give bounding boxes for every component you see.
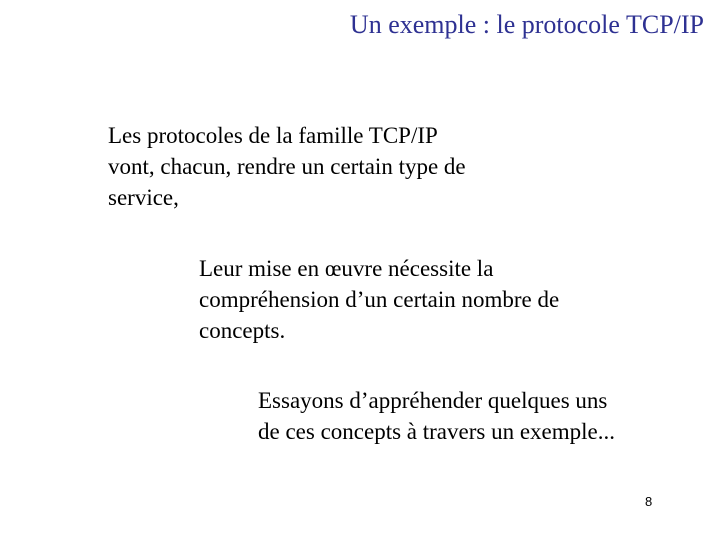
paragraph-line: Les protocoles de la famille TCP/IP: [108, 123, 438, 148]
slide-title: Un exemple : le protocole TCP/IP: [349, 10, 704, 39]
paragraph-implementation: [199, 253, 559, 346]
page-number: 8: [645, 494, 653, 509]
paragraph-line: Essayons d’appréhender quelques uns: [258, 388, 608, 413]
paragraph-line: concepts.: [199, 318, 286, 343]
paragraph-line: vont, chacun, rendre un certain type de: [108, 154, 466, 179]
paragraph-line: Leur mise en œuvre nécessite la: [199, 256, 494, 281]
paragraph-line: compréhension d’un certain nombre de: [199, 287, 560, 312]
paragraph-protocol-family: [108, 120, 466, 213]
paragraph-line: service,: [108, 185, 179, 210]
paragraph-line: de ces concepts à travers un exemple...: [258, 419, 615, 444]
paragraph-example: [258, 385, 615, 447]
